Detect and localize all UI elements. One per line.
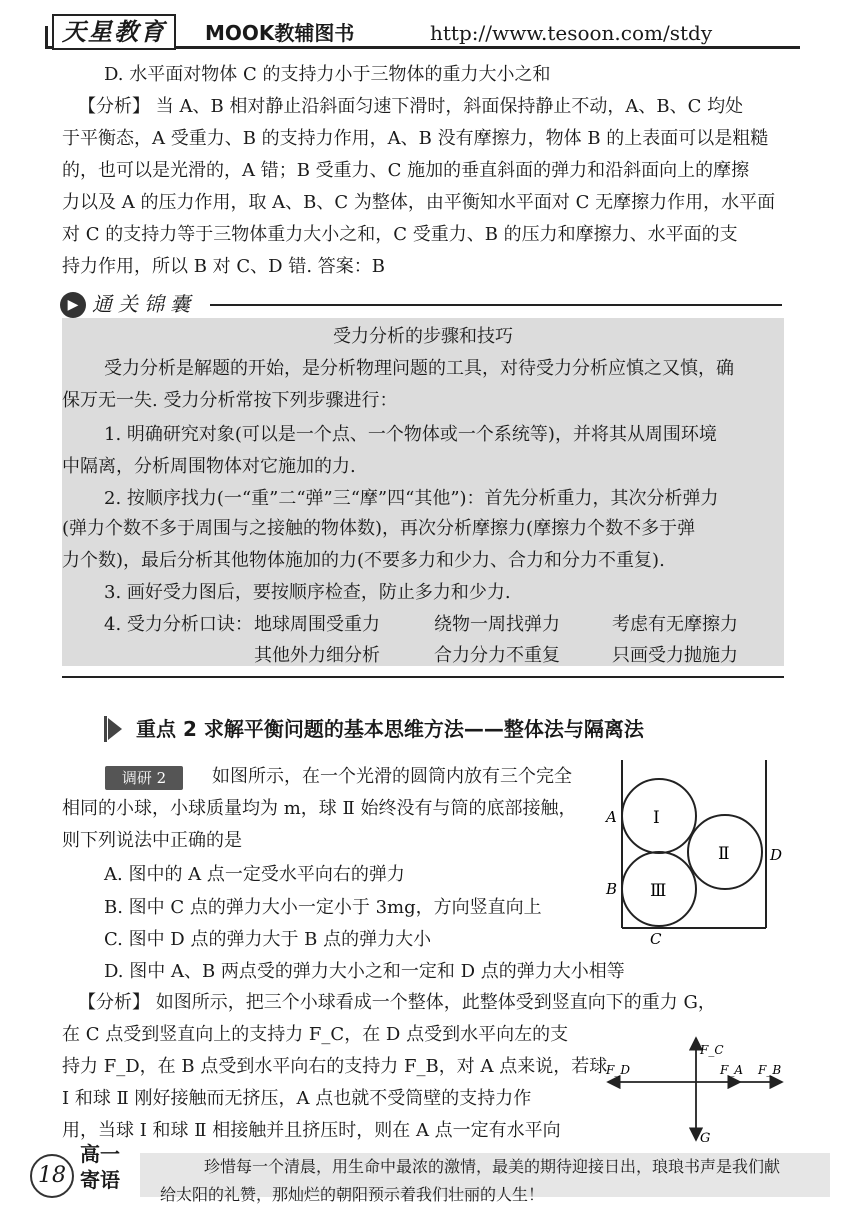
option-c: C. 图中 D 点的弹力大于 B 点的弹力大小: [104, 929, 432, 950]
option-b: B. 图中 C 点的弹力大小一定小于 3mg，方向竖直向上: [104, 897, 542, 918]
ball-label-2: Ⅱ: [718, 844, 730, 864]
footer-line: 给太阳的礼赞，那灿烂的朝阳预示着我们壮丽的人生！: [160, 1185, 545, 1204]
tips-line: (弹力个数不多于周围与之接触的物体数)，再次分析摩擦力(摩擦力个数不多于弹: [62, 518, 696, 539]
rhyme-item: 绕物一周找弹力: [434, 614, 560, 635]
label-d: D: [770, 846, 783, 864]
analysis-line: 【分析】 当 A、B 相对静止沿斜面匀速下滑时，斜面保持静止不动，A、B、C 均处: [78, 96, 744, 117]
rhyme-item: 考虑有无摩擦力: [612, 614, 738, 635]
ball-label-1: Ⅰ: [653, 808, 660, 828]
question-line: 如图所示，在一个光滑的圆筒内放有三个完全: [212, 766, 572, 787]
analysis-line: 力以及 A 的压力作用，取 A、B、C 为整体，由平衡知水平面对 C 无摩擦力作用，水平面: [62, 192, 776, 213]
label-b: B: [606, 880, 618, 898]
option-a: A. 图中的 A 点一定受水平向右的弹力: [104, 864, 405, 885]
rhyme-item: 只画受力抛施力: [612, 645, 738, 666]
tips-line: 2. 按顺序找力(一“重”二“弹”三“摩”四“其他”)：首先分析重力，其次分析弹力: [104, 488, 719, 509]
tips-line: 受力分析是解题的开始，是分析物理问题的工具，对待受力分析应慎之又慎，确: [104, 358, 734, 379]
tips-line: 1. 明确研究对象(可以是一个点、一个物体或一个系统等)，并将其从周围环境: [104, 424, 717, 445]
question-line: 相同的小球，小球质量均为 m，球 Ⅱ 始终没有与筒的底部接触，: [62, 798, 577, 819]
analysis2-line: 持力 F_D，在 B 点受到水平向右的支持力 F_B，对 A 点来说，若球: [62, 1056, 608, 1077]
option-d: D. 图中 A、B 两点受的弹力大小之和一定和 D 点的弹力大小相等: [104, 961, 625, 982]
analysis-line: 的，也可以是光滑的，A 错；B 受重力、C 施加的垂直斜面的弹力和沿斜面向上的摩擦: [62, 160, 750, 181]
question-line: 则下列说法中正确的是: [62, 830, 242, 851]
footer-grade: [80, 1143, 120, 1191]
tips-line: 保万无一失. 受力分析常按下列步骤进行：: [62, 390, 398, 411]
header-url[interactable]: http://www.tesoon.com/stdy: [430, 21, 713, 45]
research-tag: 调研 2: [105, 766, 183, 790]
label-a: A: [606, 808, 617, 826]
triangle-icon: [108, 718, 122, 740]
brand-logo: 天星教育: [52, 14, 176, 50]
label-fc: F_C: [700, 1043, 724, 1057]
cylinder-figure: [598, 760, 788, 950]
label-fa: F_A: [720, 1063, 743, 1077]
rhyme-item: 地球周围受重力: [254, 614, 380, 635]
play-circle-icon: ▶: [60, 292, 86, 318]
rhyme-label: 4. 受力分析口诀：: [104, 614, 253, 635]
analysis-line: 于平衡态，A 受重力、B 的支持力作用，A、B 没有摩擦力，物体 B 的上表面可以是粗糙: [62, 128, 769, 149]
page-number: 18: [30, 1154, 74, 1198]
label-c: C: [650, 930, 662, 948]
label-fd: F_D: [606, 1063, 630, 1077]
force-diagram: [600, 1030, 790, 1148]
rhyme-item: 其他外力细分析: [254, 645, 380, 666]
rhyme-item: 合力分力不重复: [434, 645, 560, 666]
analysis2-line: 【分析】 如图所示，把三个小球看成一个整体，此整体受到竖直向下的重力 G，: [78, 992, 716, 1013]
tips-box-title: 受力分析的步骤和技巧: [333, 326, 513, 347]
footer-grade-bottom: 寄语: [80, 1168, 120, 1192]
footer-line: 珍惜每一个清晨，用生命中最浓的激情，最美的期待迎接日出，琅琅书声是我们献: [204, 1157, 781, 1176]
footer-grade-top: 高一: [80, 1142, 120, 1166]
label-fb: F_B: [758, 1063, 782, 1077]
ball-label-3: Ⅲ: [650, 881, 667, 901]
analysis2-line: 用，当球 Ⅰ 和球 Ⅱ 相接触并且挤压时，则在 A 点一定有水平向: [62, 1120, 561, 1141]
focus-bar: [104, 716, 107, 742]
tips-line: 中隔离，分析周围物体对它施加的力.: [62, 456, 356, 477]
label-g: G: [700, 1131, 711, 1146]
section-title: 通关锦囊: [92, 292, 196, 316]
option-d-top: D. 水平面对物体 C 的支持力小于三物体的重力大小之和: [104, 64, 551, 85]
focus-title: 重点 2 求解平衡问题的基本思维方法——整体法与隔离法: [136, 717, 644, 741]
analysis-line: 对 C 的支持力等于三物体重力大小之和，C 受重力、B 的压力和摩擦力、水平面的支: [62, 224, 738, 245]
tips-line: 3. 画好受力图后，要按顺序检查，防止多力和少力.: [104, 582, 511, 603]
series-name: MOOK教辅图书: [205, 21, 355, 45]
analysis-line: 持力作用，所以 B 对 C、D 错. 答案：B: [62, 256, 385, 277]
section-bottom-rule: [62, 676, 784, 678]
section-rule: [210, 304, 782, 306]
analysis2-line: Ⅰ 和球 Ⅱ 刚好接触而无挤压，A 点也就不受筒壁的支持力作: [62, 1088, 532, 1109]
tips-line: 力个数)，最后分析其他物体施加的力(不要多力和少力、合力和分力不重复).: [62, 550, 665, 571]
analysis2-line: 在 C 点受到竖直向上的支持力 F_C，在 D 点受到水平向左的支: [62, 1024, 569, 1045]
